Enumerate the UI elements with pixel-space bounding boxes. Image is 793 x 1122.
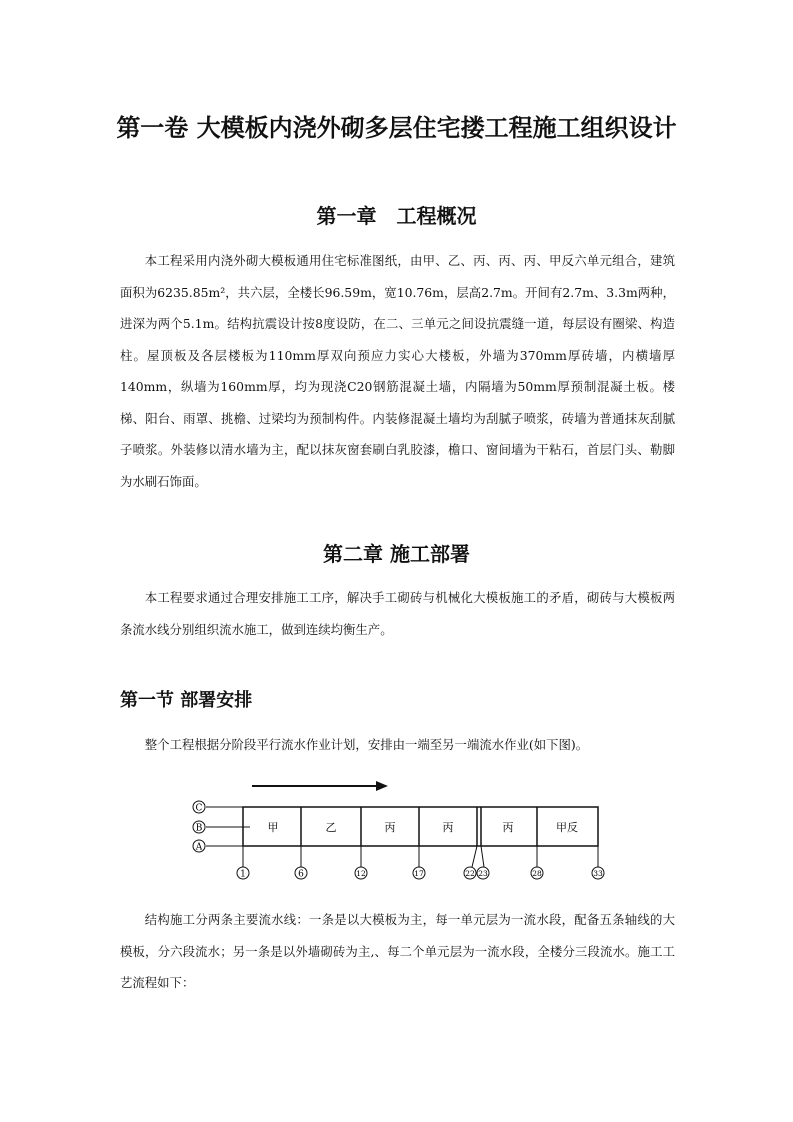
row-axis-label-b: B: [195, 823, 203, 834]
section1-paragraph1: 整个工程根据分阶段平行流水作业计划，安排由一端至另一端流水作业(如下图)。: [144, 737, 589, 752]
row-axis-c: [193, 801, 205, 814]
building-outline: [243, 807, 598, 846]
column-axis-6: [295, 867, 307, 880]
column-axis-label-17: 17: [414, 869, 424, 878]
chapter2-title: 第二章 施工部署: [323, 542, 470, 566]
column-axis-label-33: 33: [593, 869, 603, 878]
section1-title: 第一节 部署安排: [120, 690, 253, 711]
column-axis-line-23: [481, 846, 484, 867]
column-axis-label-6: 6: [298, 869, 304, 880]
column-axis-33: [592, 867, 604, 879]
column-axis-label-23: 23: [478, 869, 488, 878]
column-axis-label-28: 28: [532, 869, 542, 878]
unit-label-4: 丙: [442, 821, 454, 834]
row-axis-b: [193, 821, 205, 834]
direction-arrow-head: [376, 781, 388, 791]
unit-label-1: 甲: [267, 821, 279, 834]
column-axis-22: [464, 867, 476, 879]
row-axis-label-a: A: [195, 842, 203, 853]
flow-diagram: [180, 770, 620, 890]
unit-label-3: 丙: [384, 821, 396, 834]
volume-title: 第一卷 大模板内浇外砌多层住宅搂工程施工组织设计: [116, 114, 677, 142]
row-axis-label-c: C: [195, 803, 203, 814]
column-axis-label-1: 1: [240, 869, 246, 880]
column-axis-label-22: 22: [465, 869, 475, 878]
column-axis-28: [531, 867, 543, 879]
column-axis-line-22: [472, 846, 477, 867]
column-axis-17: [413, 867, 425, 879]
chapter2-paragraph: 本工程要求通过合理安排施工工序，解决手工砌砖与机械化大模板施工的矛盾，砌砖与大模板两条流水线分别组织流水施工，做到连续均衡生产。: [120, 590, 675, 637]
column-axis-1: [237, 867, 249, 880]
flow-diagram-svg: [180, 770, 620, 890]
chapter1-paragraph: 本工程采用内浇外砌大模板通用住宅标准图纸，由甲、乙、丙、丙、丙、甲反六单元组合，建筑面积为6235.85m²，共六层，全楼长96.59m，宽10.76m，层高2.7m。开间有2.7m、3.3m两种，进深为两个5.1m。结构抗震设计按8度设防，在二、三单元之间设抗震缝一道，每层设有圈梁、构造柱。屋顶板及各层楼板为110mm厚双向预应力实心大楼板，外墙为370mm厚砖墙，内横墙厚140mm，纵墙为160mm厚，均为现浇C20钢筋混凝土墙，内隔墙为50mm厚预制混凝土板。楼梯、阳台、雨罩、挑檐、过梁均为预制构件。内装修混凝土墙均为刮腻子喷浆，砖墙为普通抹灰刮腻子喷浆。外装修以清水墙为主，配以抹灰窗套刷白乳胶漆，檐口、窗间墙为干粘石，首层门头、勒脚为水刷石饰面。: [120, 253, 675, 489]
column-axis-12: [355, 867, 367, 879]
section1-paragraph2: 结构施工分两条主要流水线：一条是以大模板为主，每一单元层为一流水段，配备五条轴线的大模板，分六段流水；另一条是以外墙砌砖为主,、每二个单元层为一流水段，全楼分三段流水。施工工艺流程如下：: [120, 912, 675, 990]
row-axis-a: [193, 840, 205, 853]
chapter1-title: 第一章 工程概况: [316, 204, 477, 228]
unit-label-6: 甲反: [556, 821, 578, 834]
unit-label-5: 丙: [502, 821, 514, 834]
column-axis-23: [477, 867, 489, 879]
unit-label-2: 乙: [325, 821, 337, 834]
column-axis-label-12: 12: [356, 869, 366, 878]
